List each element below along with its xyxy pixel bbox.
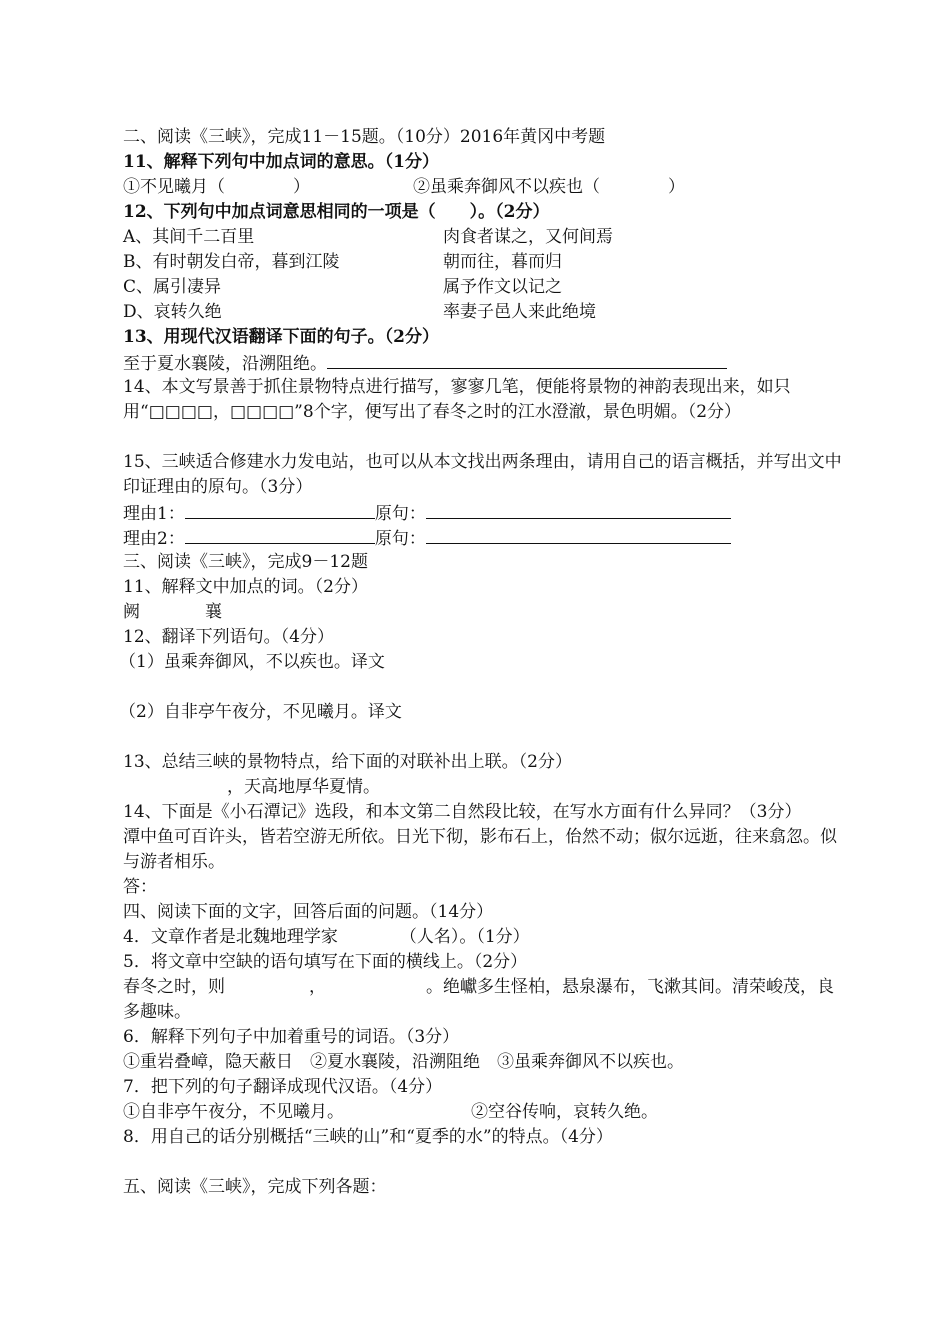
s3-q12: 12、翻译下列语句。（4分） [123, 627, 334, 647]
answer-line [185, 525, 375, 544]
s4-q7-item-a: ①自非亭午夜分，不见曦月。 [123, 1102, 344, 1122]
s4-q5: 5．将文章中空缺的语句填写在下面的横线上。（2分） [123, 952, 528, 972]
option-left: C、属引凄异 [123, 277, 222, 297]
s3-q13-couplet-text: ，天高地厚华夏情。 [227, 777, 380, 797]
s4-q7-item-b: ②空谷传响，哀转久绝。 [471, 1102, 658, 1122]
spacer [123, 675, 843, 700]
s4-q7: 7．把下列的句子翻译成现代汉语。（4分） [123, 1077, 443, 1097]
s3-q11: 11、解释文中加点的词。（2分） [123, 577, 368, 597]
answer-line [426, 500, 731, 519]
option-right: 肉食者谋之，又何间焉 [443, 227, 613, 247]
original-label: 原句： [374, 504, 426, 524]
reason-1-label: 理由1： [123, 504, 185, 524]
answer-line [426, 525, 731, 544]
s2-q12-option-d [123, 300, 843, 325]
s4-q4 [123, 925, 843, 950]
s4-q5-text-a: 春冬之时，则 [123, 977, 225, 997]
s2-q13-title: 13、用现代汉语翻译下面的句子。（2分） [123, 327, 439, 347]
s4-q8: 8．用自己的话分别概括“三峡的山”和“夏季的水”的特点。（4分） [123, 1127, 613, 1147]
s4-q6-items: ①重岩叠嶂，隐天蔽日 ②夏水襄陵，沿溯阻绝 ③虽乘奔御风不以疾也。 [123, 1052, 684, 1072]
option-left: D、哀转久绝 [123, 302, 222, 322]
original-label: 原句： [374, 529, 426, 549]
s3-q11-word-1: 阙 [123, 602, 140, 622]
s2-q15-reason-1 [123, 500, 843, 525]
option-right: 朝而往，暮而归 [443, 252, 562, 272]
s3-q13-couplet [123, 775, 843, 800]
s2-q12-option-a [123, 225, 843, 250]
s2-q12-option-b [123, 250, 843, 275]
s2-q12-option-c [123, 275, 843, 300]
section-5-header: 五、阅读《三峡》，完成下列各题： [123, 1177, 387, 1197]
s2-q15-reason-2 [123, 525, 843, 550]
s3-q13: 13、总结三峡的景物特点，给下面的对联补出上联。（2分） [123, 752, 572, 772]
section-3-header: 三、阅读《三峡》，完成9－12题 [123, 552, 368, 572]
s2-q14: 14、本文写景善于抓住景物特点进行描写，寥寥几笔，便能将景物的神韵表现出来，如只用“□□□□，□□□□”8个字，便写出了春冬之时的江水澄澈，景色明媚。（2分） [123, 377, 791, 422]
reason-2-label: 理由2： [123, 529, 185, 549]
s4-q5-text-c: 。绝巘多生怪柏，悬泉瀑布，飞漱其间。清荣峻茂，良多趣味。 [123, 977, 834, 1022]
spacer [123, 725, 843, 750]
section-2-header: 二、阅读《三峡》，完成11－15题。（10分）2016年黄冈中考题 [123, 127, 606, 147]
option-left: A、其间千二百里 [123, 227, 255, 247]
s3-q11-words [123, 600, 843, 625]
s3-q14-answer: 答： [123, 877, 157, 897]
s4-q6: 6．解释下列句子中加着重号的词语。（3分） [123, 1027, 460, 1047]
spacer [123, 425, 843, 450]
option-right: 属予作文以记之 [443, 277, 562, 297]
s4-q7-items [123, 1100, 843, 1125]
option-right: 率妻子邑人来此绝境 [443, 302, 596, 322]
s3-q12-item-2: （2）自非亭午夜分，不见曦月。译文 [119, 702, 402, 722]
answer-line [327, 350, 727, 369]
s4-q4-text-a: 4．文章作者是北魏地理学家 [123, 927, 338, 947]
s2-q13-text: 至于夏水襄陵，沿溯阻绝。 [123, 354, 327, 374]
answer-line [185, 500, 375, 519]
s3-q11-word-2: 襄 [205, 602, 222, 622]
s2-q11-items [123, 175, 843, 200]
s2-q12-title: 12、下列句中加点词意思相同的一项是（ ）。（2分） [123, 202, 550, 222]
s3-q14-passage: 潭中鱼可百许头，皆若空游无所依。日光下彻，影布石上，佁然不动；俶尔远逝，往来翕忽。似与游者相乐。 [123, 827, 837, 872]
section-4-header: 四、阅读下面的文字，回答后面的问题。（14分） [123, 902, 494, 922]
option-left: B、有时朝发白帝，暮到江陵 [123, 252, 340, 272]
s2-q11-item-b: ②虽乘奔御风不以疾也（ ） [413, 177, 685, 197]
s3-q14: 14、下面是《小石潭记》选段，和本文第二自然段比较，在写水方面有什么异同？（3分） [123, 802, 802, 822]
s2-q11-item-a: ①不见曦月（ ） [123, 177, 310, 197]
s2-q13-sentence [123, 350, 843, 375]
s2-q11-title: 11、解释下列句中加点词的意思。（1分） [123, 152, 439, 172]
s4-q5-text-b: ， [309, 977, 326, 997]
spacer [123, 1150, 843, 1175]
s4-q4-text-b: （人名）。（1分） [399, 927, 530, 947]
s3-q12-item-1: （1）虽乘奔御风，不以疾也。译文 [119, 652, 385, 672]
s4-q5-sentence [123, 975, 843, 1025]
document-body [119, 125, 843, 1200]
s2-q15: 15、三峡适合修建水力发电站，也可以从本文找出两条理由，请用自己的语言概括，并写出文中印证理由的原句。（3分） [123, 452, 842, 497]
